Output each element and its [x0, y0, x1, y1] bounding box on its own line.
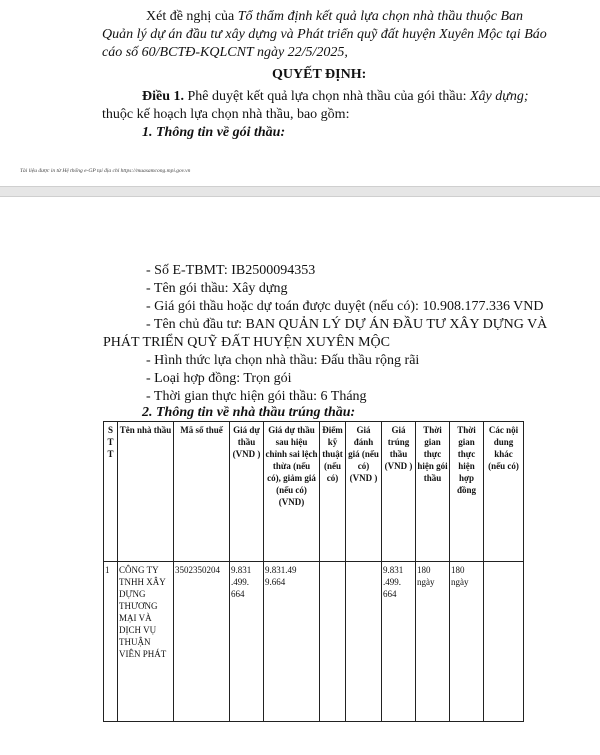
- package-duration: - Thời gian thực hiện gói thầu: 6 Tháng: [146, 389, 367, 404]
- intro-line-2: Quản lý dự án đầu tư xây dựng và Phát triển quỹ đất huyện Xuyên Mộc tại Báo: [102, 27, 547, 42]
- cell-bid-price: 9.831 .499. 664: [230, 562, 264, 722]
- article-1-label: Điều 1.: [142, 89, 184, 104]
- article-1-line: [142, 88, 529, 106]
- cell-tax-code: 3502350204: [174, 562, 230, 722]
- header-package-duration: Thời gian thực hiện gói thầu: [416, 422, 450, 562]
- tbmt-number: - Số E-TBMT: IB2500094353: [146, 263, 316, 278]
- intro-text: Tổ thẩm định kết quả lựa chọn nhà thầu thuộc Ban: [237, 9, 524, 24]
- header-winning-price: Giá trúng thầu (VND ): [382, 422, 416, 562]
- investor-line-1: - Tên chủ đầu tư: BAN QUẢN LÝ DỰ ÁN ĐẦU TƯ XÂY DỰNG VÀ: [146, 317, 548, 332]
- section-2-heading: 2. Thông tin về nhà thầu trúng thầu:: [142, 405, 356, 420]
- header-contractor-name: Tên nhà thầu: [118, 422, 174, 562]
- winning-bidder-table: [103, 421, 524, 722]
- package-price: - Giá gói thầu hoặc dự toán được duyệt (nếu có): 10.908.177.336 VND: [146, 299, 544, 314]
- header-tax-code: Mã số thuế: [174, 422, 230, 562]
- investor-line-2: PHÁT TRIỂN QUỸ ĐẤT HUYỆN XUYÊN MỘC: [103, 335, 390, 350]
- header-evaluated-price: Giá đánh giá (nếu có) (VND ): [346, 422, 382, 562]
- cell-other-content: [484, 562, 524, 722]
- header-adjusted-price: Giá dự thầu sau hiệu chỉnh sai lệch thừa (nếu có), giảm giá (nếu có) (VND): [264, 422, 320, 562]
- header-technical-score: Điểm kỹ thuật (nếu có): [320, 422, 346, 562]
- contract-type: - Loại hợp đồng: Trọn gói: [146, 371, 292, 386]
- package-name: - Tên gói thầu: Xây dựng: [146, 281, 288, 296]
- cell-contract-duration: 180 ngày: [450, 562, 484, 722]
- article-1-package: Xây dựng;: [469, 89, 529, 104]
- table-row: [104, 562, 524, 722]
- header-bid-price: Giá dự thầu (VND ): [230, 422, 264, 562]
- article-1-text: Phê duyệt kết quả lựa chọn nhà thầu của gói thầu:: [184, 89, 470, 104]
- page-footer-note: Tài liệu được in từ Hệ thống e-GP tại địa chỉ https://muasamcong.mpi.gov.vn: [20, 168, 191, 174]
- table-header-row: [104, 422, 524, 562]
- cell-technical-score: [320, 562, 346, 722]
- cell-adjusted-price: 9.831.49 9.664: [264, 562, 320, 722]
- header-stt: S T T: [104, 422, 118, 562]
- document-page-1: [0, 0, 600, 187]
- header-other-content: Các nội dung khác (nếu có): [484, 422, 524, 562]
- intro-line-1: Xét đề nghị của Tổ thẩm định kết quả lựa chọn nhà thầu thuộc Ban: [146, 9, 524, 24]
- cell-package-duration: 180 ngày: [416, 562, 450, 722]
- header-contract-duration: Thời gian thực hiện hợp đồng: [450, 422, 484, 562]
- cell-contractor-name: CÔNG TY TNHH XÂY DỰNG THƯƠNG MẠI VÀ DỊCH VỤ THUẬN VIÊN PHÁT: [118, 562, 174, 722]
- section-1-heading: 1. Thông tin về gói thầu:: [142, 125, 286, 140]
- cell-stt: 1: [104, 562, 118, 722]
- cell-evaluated-price: [346, 562, 382, 722]
- decision-heading: QUYẾT ĐỊNH:: [272, 67, 367, 82]
- article-1-line-2: thuộc kế hoạch lựa chọn nhà thầu, bao gồm:: [102, 107, 350, 122]
- intro-line-3: cáo số 60/BCTĐ-KQLCNT ngày 22/5/2025,: [102, 45, 348, 60]
- selection-method: - Hình thức lựa chọn nhà thầu: Đấu thầu rộng rãi: [146, 353, 420, 368]
- cell-winning-price: 9.831 .499. 664: [382, 562, 416, 722]
